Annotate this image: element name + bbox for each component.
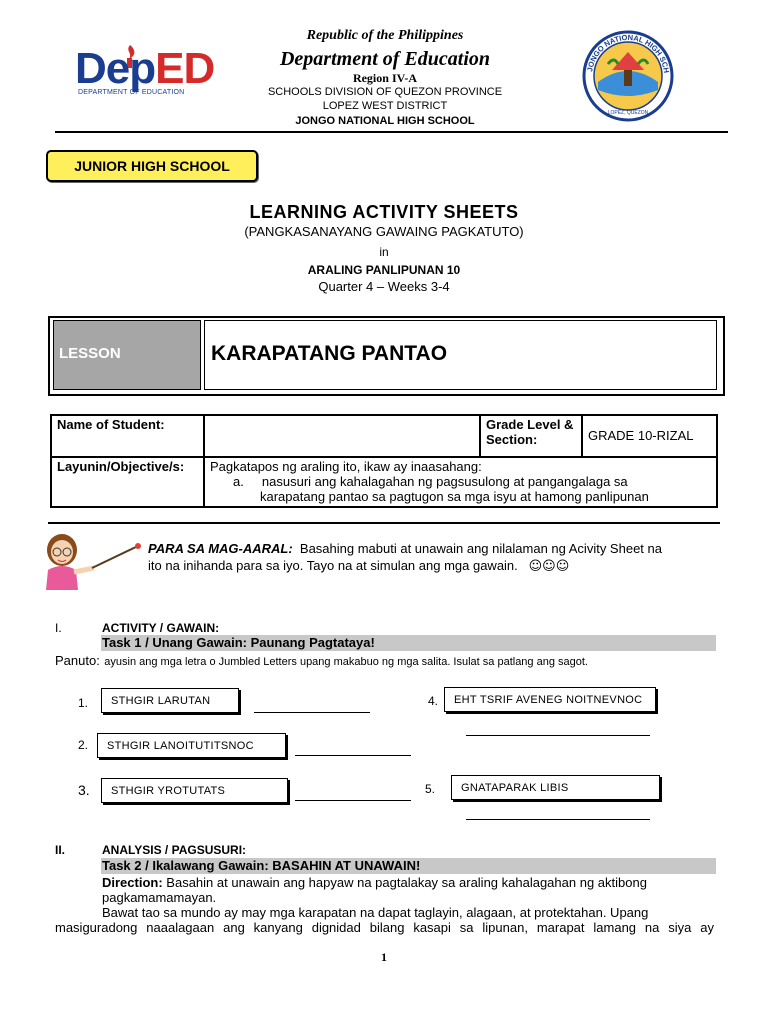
deped-logo: [75, 43, 215, 101]
activity-heading: ACTIVITY / GAWAIN:: [102, 621, 220, 635]
district-line: LOPEZ WEST DISTRICT: [322, 100, 448, 112]
lesson-title: KARAPATANG PANTAO: [211, 342, 448, 365]
grade-value: GRADE 10-RIZAL: [582, 415, 717, 457]
quarter: Quarter 4 – Weeks 3-4: [318, 279, 450, 294]
item-number: 2.: [78, 738, 89, 752]
item-number: 1.: [78, 696, 89, 710]
answer-line[interactable]: [254, 712, 370, 713]
subject: ARALING PANLIPUNAN 10: [307, 263, 461, 277]
jumbled-word: GNATAPARAK LIBIS: [451, 775, 660, 800]
name-field[interactable]: [204, 415, 480, 457]
name-label: Name of Student:: [51, 415, 204, 457]
objective-item: [210, 474, 711, 489]
direction-line: [102, 875, 647, 890]
para-line2: [148, 558, 569, 574]
analysis-numeral: II.: [55, 843, 66, 857]
analysis-heading: ANALYSIS / PAGSUSURI:: [102, 843, 247, 857]
answer-line[interactable]: [295, 755, 411, 756]
answer-line[interactable]: [295, 800, 411, 801]
objective-label: Layunin/Objective/s:: [51, 457, 204, 507]
page-subtitle: (PANGKASANAYANG GAWAING PAGKATUTO): [244, 224, 524, 239]
jumbled-word: STHGIR YROTUTATS: [101, 778, 288, 803]
item-number: 4.: [428, 694, 439, 708]
jumbled-word: STHGIR LARUTAN: [101, 688, 239, 713]
lesson-label: LESSON: [59, 345, 121, 362]
title-in: in: [379, 245, 389, 259]
task1-bar: Task 1 / Unang Gawain: Paunang Pagtataya!: [101, 635, 716, 651]
lesson-label-cell: [53, 320, 201, 390]
instructions-label: Panuto:: [55, 653, 100, 668]
direction-text-2: pagkamamamayan.: [102, 890, 217, 905]
page-number: 1: [381, 950, 387, 964]
division-line: SCHOOLS DIVISION OF QUEZON PROVINCE: [267, 86, 503, 98]
answer-line[interactable]: [466, 735, 650, 736]
school-seal: [582, 30, 674, 122]
activity-instructions: [55, 652, 588, 670]
deped-logo-subtext: DEPARTMENT OF EDUCATION: [78, 89, 185, 96]
junior-high-school-badge: JUNIOR HIGH SCHOOL: [46, 150, 258, 182]
header-divider: [55, 131, 728, 133]
region-line: Region IV-A: [352, 71, 418, 85]
school-line: JONGO NATIONAL HIGH SCHOOL: [295, 115, 475, 127]
answer-line[interactable]: [466, 819, 650, 820]
item-number: 5.: [425, 782, 436, 796]
seal-place: LOPEZ, QUEZON: [607, 110, 649, 116]
analysis-para-line2: masiguradong naaalagaan ang kanyang dignidad bilang kasapi sa lipunan, marapat lamang na siya ay: [55, 920, 714, 935]
jumbled-word: STHGIR LANOITUTITSNOC: [97, 733, 286, 758]
teacher-icon: [32, 530, 152, 590]
direction-label: Direction:: [102, 875, 163, 890]
department-line: Department of Education: [279, 48, 490, 70]
direction-text: Basahin at unawain ang hapyaw na pagtalakay sa araling kahalagahan ng aktibong: [166, 875, 647, 890]
activity-numeral: I.: [55, 621, 62, 635]
objective-cell: [204, 457, 717, 507]
analysis-para-line1: Bawat tao sa mundo ay may mga karapatan na dapat taglayin, alagaan, at protektahan. Upang: [102, 905, 649, 920]
item-number: 3.: [78, 782, 90, 798]
para-text-line2: ito na inihanda para sa iyo. Tayo na at simulan ang mga gawain.: [148, 558, 518, 573]
info-divider: [48, 522, 720, 524]
objective-intro: Pagkatapos ng araling ito, ikaw ay inaasahang:: [210, 459, 482, 474]
seal-text: JONGO NATIONAL HIGH SCH: [585, 32, 671, 74]
para-text-line1: Basahing mabuti at unawain ang nilalaman ng Acivity Sheet na: [299, 541, 662, 556]
objective-item-line1: nasusuri ang kahalagahan ng pagsusulong at pangangalaga sa: [261, 474, 628, 489]
instructions-text: ayusin ang mga letra o Jumbled Letters upang makabuo ng mga salita. Isulat sa patlang ang sagot.: [104, 656, 588, 668]
objective-item-line2: karapatang pantao sa pagtugon sa mga isyu at hamong panlipunan: [260, 489, 649, 504]
jumbled-word: EHT TSRIF AVENEG NOITNEVNOC: [444, 687, 656, 712]
deped-logo-text: DepED: [75, 44, 215, 93]
objective-item-marker: a.: [233, 474, 244, 489]
republic-line: Republic of the Philippines: [306, 28, 464, 43]
page-title: LEARNING ACTIVITY SHEETS: [249, 202, 519, 222]
para-line1: [148, 541, 662, 556]
task2-bar: Task 2 / Ikalawang Gawain: BASAHIN AT UNAWAIN!: [101, 858, 716, 874]
lesson-title-cell: [204, 320, 717, 390]
smiley-icons: ☺☺☺: [528, 559, 570, 574]
grade-label: Grade Level & Section:: [480, 415, 582, 457]
para-label: PARA SA MAG-AARAL:: [148, 541, 293, 556]
student-info-table: [50, 414, 718, 508]
